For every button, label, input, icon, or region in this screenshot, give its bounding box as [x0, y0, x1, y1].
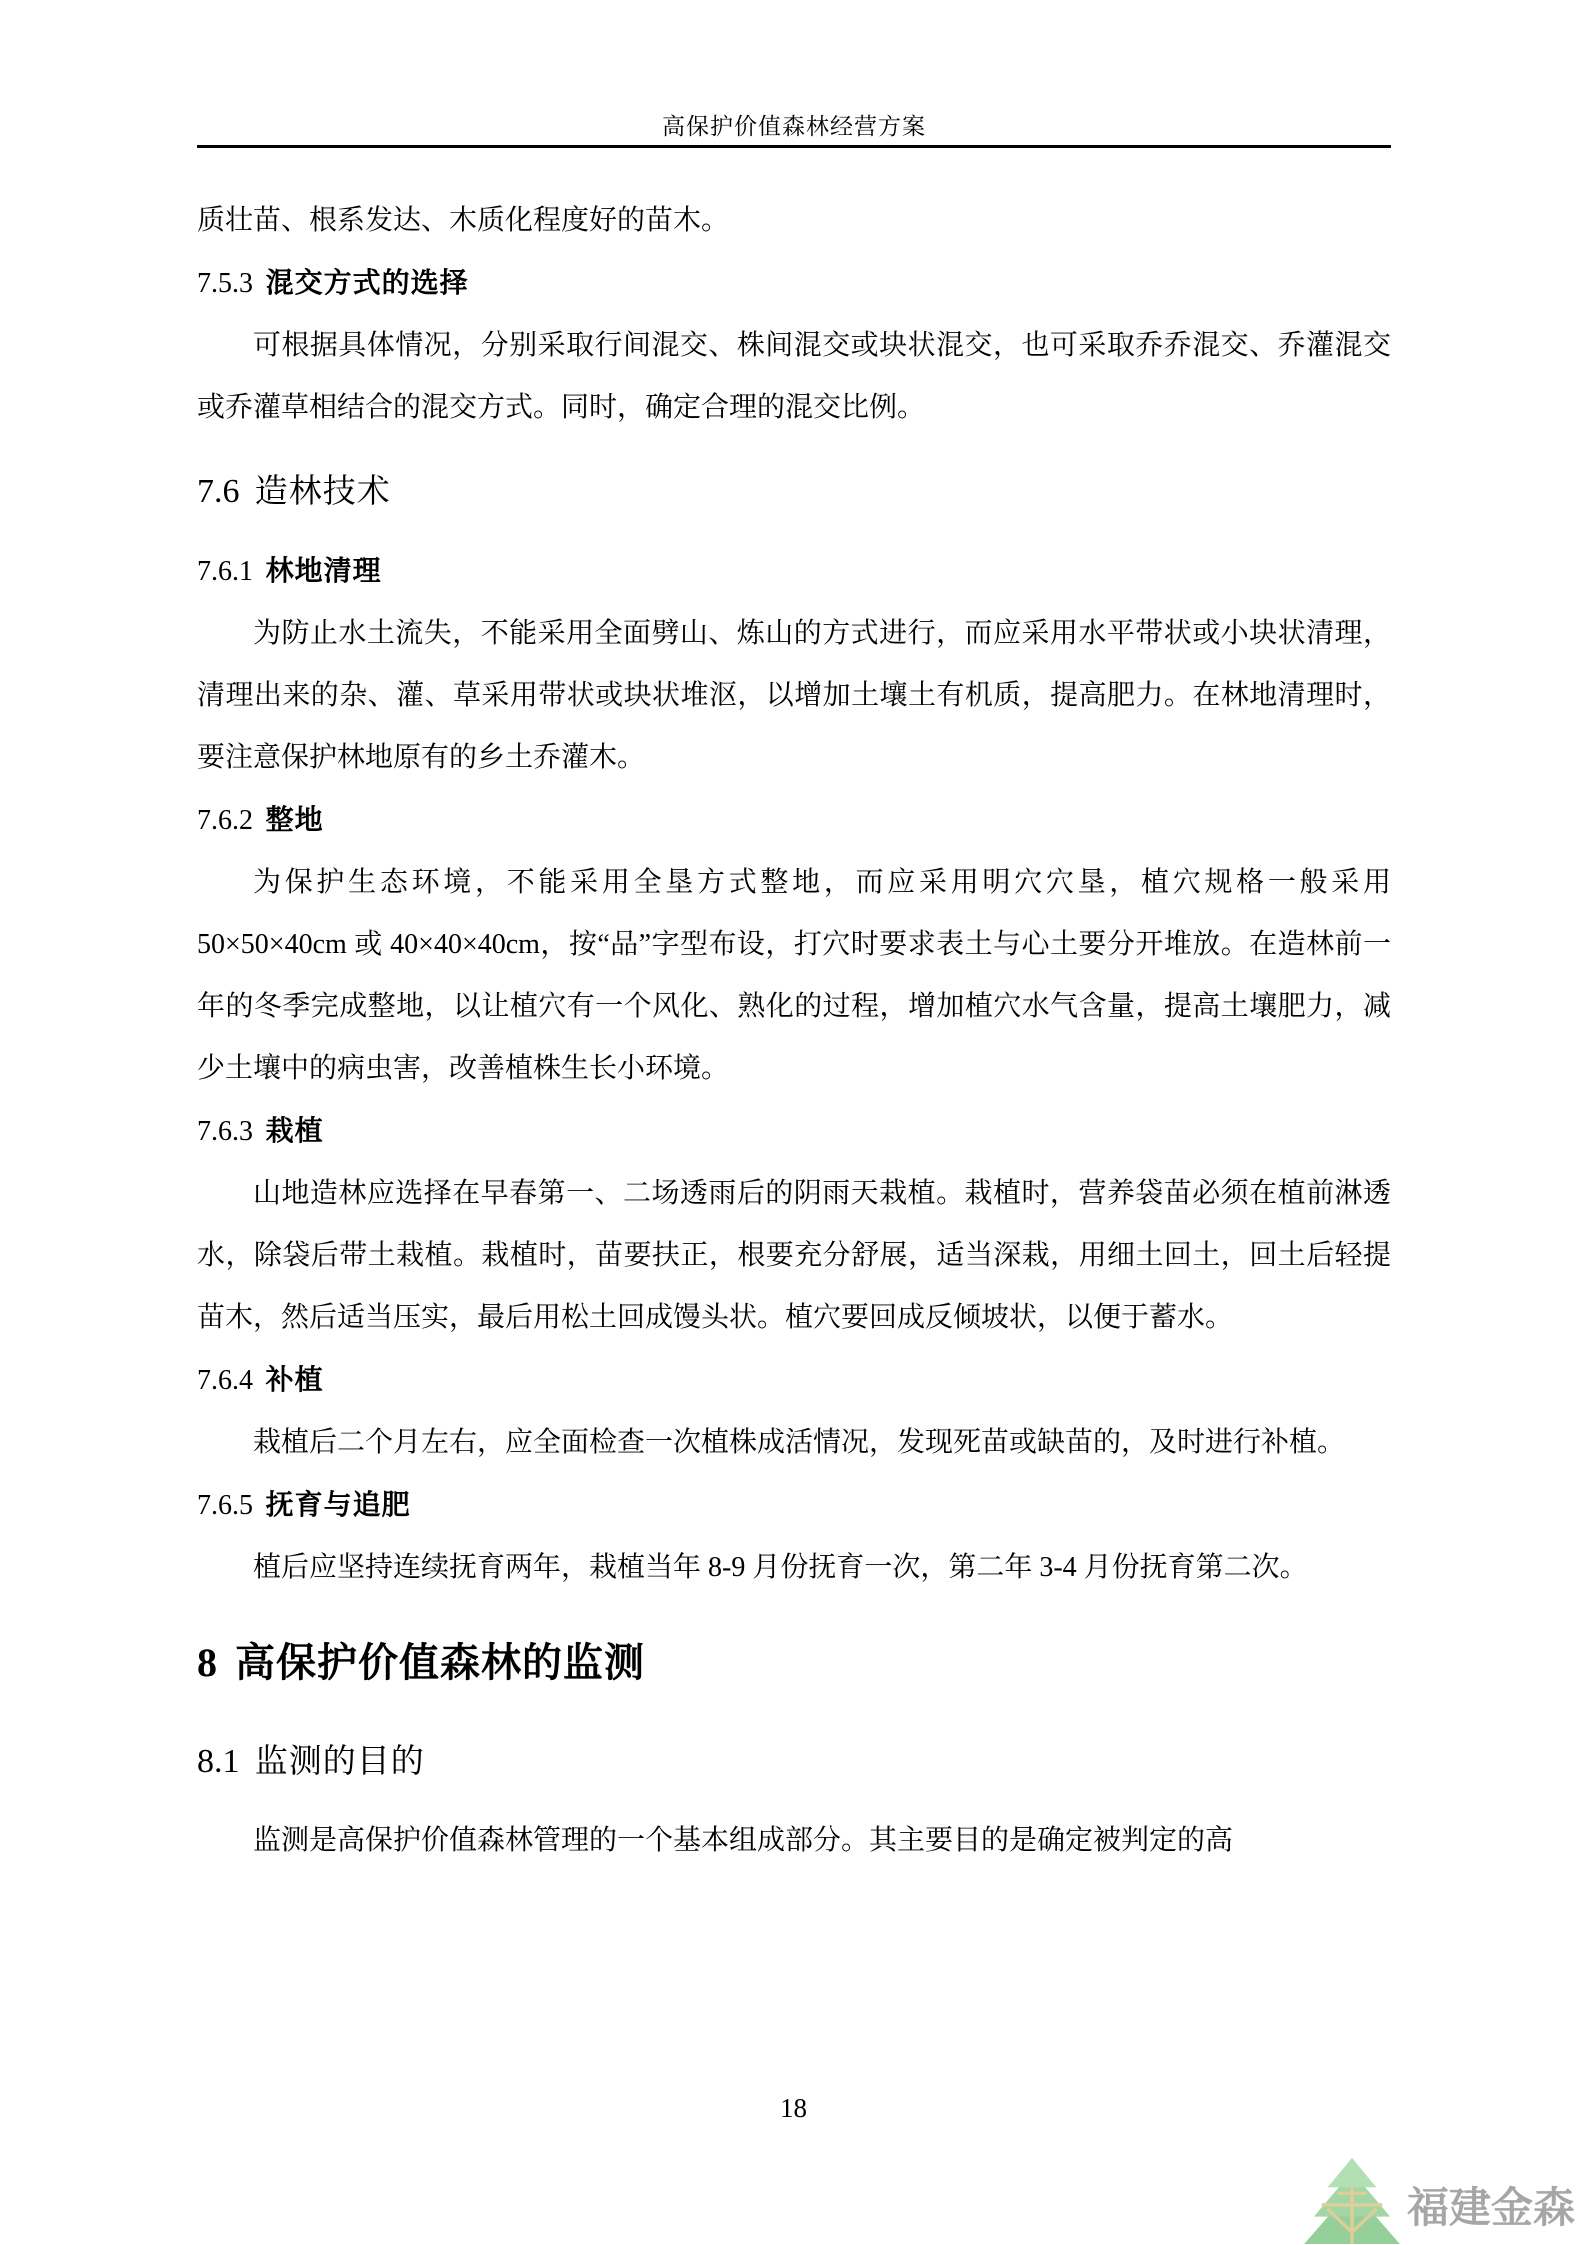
- section-number: 7.6.1: [197, 556, 253, 587]
- section-heading-7.6.5: [197, 1474, 1391, 1537]
- paragraph: 可根据具体情况，分别采取行间混交、株间混交或块状混交，也可采取乔乔混交、乔灌混交或乔灌草相结合的混交方式。同时，确定合理的混交比例。: [197, 330, 1391, 423]
- section-number: 7.6.2: [197, 805, 253, 836]
- paragraph: 为防止水土流失，不能采用全面劈山、炼山的方式进行，而应采用水平带状或小块状清理，清理出来的杂、灌、草采用带状或块状堆沤，以增加土壤土有机质，提高肥力。在林地清理时，要注意保护林地原有的乡土乔灌木。: [197, 618, 1391, 773]
- footer-logo-text: 福建金森: [1406, 2184, 1575, 2231]
- section-number: 8: [197, 1640, 217, 1685]
- paragraph: 为保护生态环境，不能采用全垦方式整地，而应采用明穴穴垦，植穴规格一般采用 50×50×40cm 或 40×40×40cm，按“品”字型布设，打穴时要求表土与心土要分开堆放。在造林前一年的冬季完成整地，以让植穴有一个风化、熟化的过程，增加植穴水气含量，提高土壤肥力，减少土壤中的病虫害，改善植株生长小环境。: [197, 867, 1391, 1084]
- section-heading-7.6: [197, 451, 1391, 532]
- section-number: 7.6.5: [197, 1490, 253, 1521]
- paragraph: 植后应坚持连续抚育两年，栽植当年 8-9 月份抚育一次，第二年 3-4 月份抚育第二次。: [253, 1552, 1308, 1583]
- section-heading-7.6.2: [197, 789, 1391, 852]
- section-title: 整地: [265, 804, 324, 835]
- section-title: 补植: [265, 1364, 324, 1395]
- section-title: 高保护价值森林的监测: [235, 1641, 645, 1685]
- section-title: 林地清理: [265, 555, 382, 586]
- section-number: 7.6.3: [197, 1116, 253, 1147]
- section-number: 7.5.3: [197, 268, 253, 299]
- section-title: 栽植: [265, 1115, 324, 1146]
- document-body: [197, 190, 1391, 1872]
- section-heading-8: [197, 1617, 1391, 1709]
- section-heading-8.1: [197, 1721, 1391, 1802]
- paragraph: 栽植后二个月左右，应全面检查一次植株成活情况，发现死苗或缺苗的，及时进行补植。: [253, 1427, 1346, 1458]
- document-header: [197, 0, 1391, 148]
- section-title: 混交方式的选择: [265, 267, 469, 298]
- section-title: 造林技术: [254, 472, 391, 509]
- paragraph: 山地造林应选择在早春第一、二场透雨后的阴雨天栽植。栽植时，营养袋苗必须在植前淋透水，除袋后带土栽植。栽植时，苗要扶正，根要充分舒展，适当深栽，用细土回土，回土后轻提苗木，然后适当压实，最后用松土回成馒头状。植穴要回成反倾坡状，以便于蓄水。: [197, 1178, 1391, 1333]
- paragraph: 监测是高保护价值森林管理的一个基本组成部分。其主要目的是确定被判定的高: [253, 1825, 1234, 1856]
- section-heading-7.6.4: [197, 1349, 1391, 1412]
- page-number: 18: [780, 2093, 807, 2123]
- header-title: 高保护价值森林经营方案: [662, 114, 926, 139]
- section-number: 7.6: [197, 473, 240, 510]
- section-title: 监测的目的: [254, 1742, 425, 1779]
- paragraph: 质壮苗、根系发达、木质化程度好的苗木。: [197, 205, 730, 236]
- section-heading-7.5.3: [197, 252, 1391, 315]
- section-number: 8.1: [197, 1743, 240, 1780]
- section-heading-7.6.1: [197, 540, 1391, 603]
- section-title: 抚育与追肥: [265, 1489, 411, 1520]
- section-number: 7.6.4: [197, 1365, 253, 1396]
- tree-logo-icon: [1303, 2158, 1401, 2245]
- footer-logo: [1303, 2158, 1575, 2245]
- section-heading-7.6.3: [197, 1100, 1391, 1163]
